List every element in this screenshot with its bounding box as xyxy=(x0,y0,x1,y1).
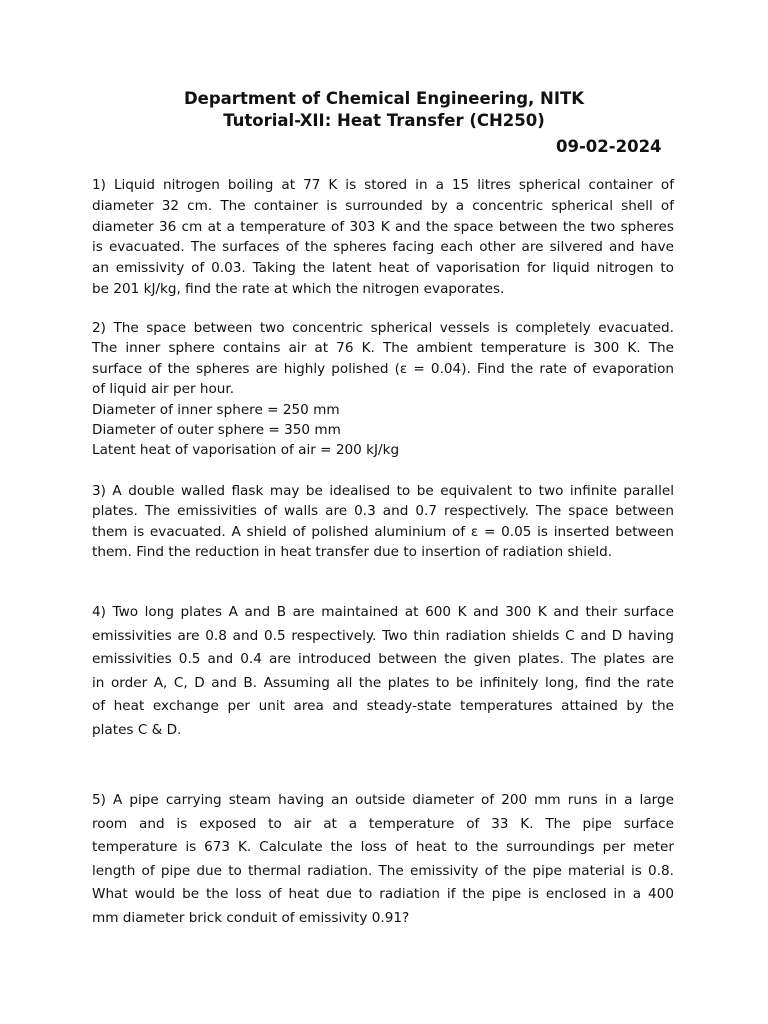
question-2 xyxy=(92,318,674,461)
question-line: surface of the spheres are highly polished (ε = 0.04). Find the rate of evaporation xyxy=(92,360,674,377)
question-line: of heat exchange per unit area and steady-state temperatures attained by the xyxy=(92,698,674,715)
question-line: an emissivity of 0.03. Taking the latent heat of vaporisation for liquid nitrogen to xyxy=(92,260,674,277)
question-line: temperature is 673 K. Calculate the loss of heat to the surroundings per meter xyxy=(92,839,674,856)
question-line: 5) A pipe carrying steam having an outside diameter of 200 mm runs in a large xyxy=(92,792,674,808)
question-line: 2) The space between two concentric spherical vessels is completely evacuated. xyxy=(92,320,674,336)
department-title: Department of Chemical Engineering, NITK xyxy=(183,89,585,108)
question-5 xyxy=(92,789,674,931)
question-line: is evacuated. The surfaces of the spheres facing each other are silvered and have xyxy=(92,239,674,256)
question-line: 1) Liquid nitrogen boiling at 77 K is stored in a 15 litres spherical container of xyxy=(92,177,674,193)
tutorial-date: 09-02-2024 xyxy=(556,137,662,156)
question-line: diameter 36 cm at a temperature of 303 K and the space between the two spheres xyxy=(92,218,674,235)
question-3 xyxy=(92,481,674,563)
question-line: in order A, C, D and B. Assuming all the plates to be infinitely long, find the rate xyxy=(92,674,674,691)
question-line: What would be the loss of heat due to radiation if the pipe is enclosed in a 400 xyxy=(92,886,674,903)
question-line: 4) Two long plates A and B are maintained at 600 K and 300 K and their surface xyxy=(92,604,674,620)
question-line: Diameter of outer sphere = 350 mm xyxy=(92,422,341,439)
question-line: room and is exposed to air at a temperature of 33 K. The pipe surface xyxy=(92,815,674,832)
question-line: plates C & D. xyxy=(92,721,182,738)
question-line: of liquid air per hour. xyxy=(92,381,235,398)
question-4 xyxy=(92,601,674,743)
question-line: emissivities are 0.8 and 0.5 respectively. Two thin radiation shields C and D having xyxy=(92,627,674,644)
question-line: length of pipe due to thermal radiation. The emissivity of the pipe material is 0.8. xyxy=(92,862,674,879)
question-line: be 201 kJ/kg, find the rate at which the nitrogen evaporates. xyxy=(92,280,505,297)
question-line: plates. The emissivities of walls are 0.3 and 0.7 respectively. The space between xyxy=(92,503,674,520)
document-header xyxy=(0,88,768,156)
question-line: Latent heat of vaporisation of air = 200 kJ/kg xyxy=(92,442,400,459)
question-line: Diameter of inner sphere = 250 mm xyxy=(92,401,340,418)
question-1 xyxy=(92,175,674,300)
question-line: diameter 32 cm. The container is surrounded by a concentric spherical shell of xyxy=(92,197,674,214)
question-line: 3) A double walled flask may be idealised to be equivalent to two infinite parallel xyxy=(92,483,674,499)
question-line: them. Find the reduction in heat transfer due to insertion of radiation shield. xyxy=(92,544,613,561)
question-line: them is evacuated. A shield of polished aluminium of ε = 0.05 is inserted between xyxy=(92,523,674,540)
question-line: The inner sphere contains air at 76 K. The ambient temperature is 300 K. The xyxy=(92,340,674,357)
question-line: emissivities 0.5 and 0.4 are introduced between the given plates. The plates are xyxy=(92,651,674,668)
question-line: mm diameter brick conduit of emissivity 0.91? xyxy=(92,909,410,926)
tutorial-title: Tutorial-XII: Heat Transfer (CH250) xyxy=(223,111,545,130)
